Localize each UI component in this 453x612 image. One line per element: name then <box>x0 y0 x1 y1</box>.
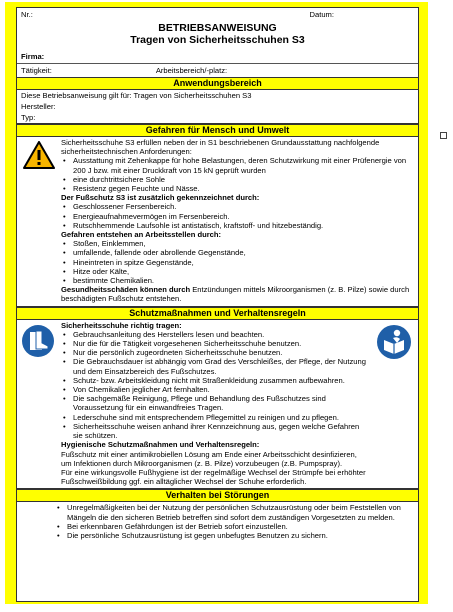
list-item: • Rutschhemmende Laufsohle ist antistatisch, kraftstoff- und hitzebeständig. <box>73 221 412 230</box>
list-item: • Sicherheitsschuhe weisen anhand ihrer Kennzeichnung aus, gegen welche Gefahren sie schützen. <box>73 422 368 440</box>
section-heading-stoerungen: Verhalten bei Störungen <box>17 489 418 502</box>
list-item: • Resistenz gegen Feuchte und Nässe. <box>73 184 412 193</box>
schutz-subheading-1: Sicherheitsschuhe richtig tragen: <box>61 320 182 330</box>
gefahren-closing-rest: Entzündungen mittels Mikroorganismen (z. B. Pilze) sowie durch beschädigten Fußschutz entstehen. <box>61 285 410 304</box>
nr-label: Nr.: <box>21 10 33 19</box>
list-item: • Bei erkennbaren Gefährdungen ist der Betrieb sofort einzustellen. <box>67 522 414 531</box>
list-item: • Gebrauchsanleitung des Herstellers lesen und beachten. <box>73 330 368 339</box>
list-item: • Die Gebrauchsdauer ist abhängig vom Grad des Verschleißes, der Pflege, der Nutzung und dem Einsatzbereich des Fußschutzes. <box>73 357 368 375</box>
list-item: • Geschlossener Fersenbereich. <box>73 202 412 211</box>
list-item: • Die sachgemäße Reinigung, Pflege und Behandlung des Fußschutzes sind Voraussetzung für ein einwandfreies Tragen. <box>73 394 368 412</box>
schutz-paragraph-1: Fußschutz mit einer antimikrobiellen Lösung am Ende einer Arbeitsschicht desinfizieren, um Infektionen durch Mikroorganismen (z. B. Pilze) vorzubeugen (z.B. Pumpspray). <box>61 449 357 468</box>
stoerungen-content <box>17 502 418 542</box>
taetigkeit-row <box>17 63 418 77</box>
gefahren-closing <box>61 285 412 303</box>
gefahren-list-2 <box>61 202 412 230</box>
section-heading-gefahren: Gefahren für Mensch und Umwelt <box>17 124 418 137</box>
anwendung-line-1: Diese Betriebsanweisung gilt für: Tragen von Sicherheitsschuhen S3 <box>21 91 252 100</box>
firma-field: Firma: <box>21 52 45 61</box>
list-item: • bestimmte Chemikalien. <box>73 276 412 285</box>
schutz-list <box>61 330 368 440</box>
page-title <box>17 22 418 46</box>
gefahren-icon-column <box>17 137 61 306</box>
list-item: • Schutz- bzw. Arbeitskleidung nicht mit Straßenkleidung zusammen aufbewahren. <box>73 376 368 385</box>
list-item: • Unregelmäßigkeiten bei der Nutzung der persönlichen Schutzausrüstung oder beim Feststellen von Mängeln die den sicheren Betrieb betreffen sind sofort dem zuständigen Vorgesetzten zu melden. <box>67 503 414 521</box>
anwendungsbereich-section <box>17 90 418 124</box>
hersteller-label: Hersteller: <box>21 102 56 111</box>
schutz-icon-column-right <box>372 320 418 489</box>
schutz-subheading-2: Hygienische Schutzmaßnahmen und Verhaltensregeln: <box>61 440 260 450</box>
gefahren-list-3 <box>61 239 412 285</box>
schutz-icon-column <box>17 320 61 489</box>
list-item: • Ausstattung mit Zehenkappe für hohe Belastungen, deren Schutzwirkung mit einer Prüfenergie von 200 J bzw. mit einer Druckkraft von 15 kN geprüft wurden <box>73 156 412 174</box>
list-item: • eine durchtrittsichere Sohle <box>73 175 412 184</box>
side-checkbox[interactable] <box>440 132 447 139</box>
list-item: • Hineintreten in spitze Gegenstände, <box>73 258 412 267</box>
safety-boots-icon <box>21 324 55 358</box>
schutz-paragraph-2: Für eine wirkungsvolle Fußhygiene ist der regelmäßige Wechsel der Strümpfe bei erhöhter Fußschweißbildung ggf. ein alltäglicher Wechsel der Schuhe erforderlich. <box>61 467 366 487</box>
list-item: • Stoßen, Einklemmen, <box>73 239 412 248</box>
read-manual-icon <box>376 324 412 360</box>
arbeitsbereich-label: Arbeitsbereich/-platz: <box>155 66 228 75</box>
list-item: • Lederschuhe sind mit entsprechendem Pflegemittel zu reinigen und zu pflegen. <box>73 413 368 422</box>
schutzmassnahmen-section <box>17 320 418 490</box>
schutzmassnahmen-content <box>61 320 372 489</box>
gefahren-list-1 <box>61 156 412 193</box>
list-item: • Nur die für die Tätigkeit vorgesehenen Sicherheitsschuhe benutzen. <box>73 339 368 348</box>
title-line-2: Tragen von Sicherheitsschuhen S3 <box>130 34 305 46</box>
gefahren-closing-bold: Gesundheitsschäden können durch <box>61 285 191 295</box>
section-heading-anwendungsbereich: Anwendungsbereich <box>17 77 418 90</box>
stoerungen-list <box>55 503 414 540</box>
warning-triangle-icon <box>23 141 55 169</box>
section-heading-schutzmassnahmen: Schutzmaßnahmen und Verhaltensregeln <box>17 307 418 320</box>
yellow-frame <box>5 2 428 604</box>
list-item: • Von Chemikalien jeglicher Art fernhalten. <box>73 385 368 394</box>
gefahren-intro: Sicherheitsschuhe S3 erfüllen neben der in S1 beschriebenen Grundausstattung nachfolgende sicherheitstechnischen Anforderungen: <box>61 138 380 157</box>
operating-instruction-sheet <box>16 7 419 602</box>
header-row <box>17 8 418 20</box>
taetigkeit-label: Tätigkeit: <box>21 66 52 75</box>
title-line-1: BETRIEBSANWEISUNG <box>158 22 277 34</box>
gefahren-subheading-1: Der Fußschutz S3 ist zusätzlich gekennzeichnet durch: <box>61 193 260 203</box>
list-item: • Nur die persönlich zugeordneten Sicherheitsschuhe benutzen. <box>73 348 368 357</box>
gefahren-section <box>17 137 418 307</box>
list-item: • Hitze oder Kälte, <box>73 267 412 276</box>
list-item: • umfallende, fallende oder abrollende Gegenstände, <box>73 248 412 257</box>
stoerungen-section <box>17 502 418 542</box>
gefahren-subheading-2: Gefahren entstehen an Arbeitsstellen durch: <box>61 230 222 240</box>
gefahren-content <box>61 137 418 306</box>
list-item: • Die persönliche Schutzausrüstung ist gegen unbefugtes Benutzen zu sichern. <box>67 531 414 540</box>
datum-label: Datum: <box>309 10 334 19</box>
typ-label: Typ: <box>21 113 36 122</box>
list-item: • Energieaufnahmevermögen im Fersenbereich. <box>73 212 412 221</box>
